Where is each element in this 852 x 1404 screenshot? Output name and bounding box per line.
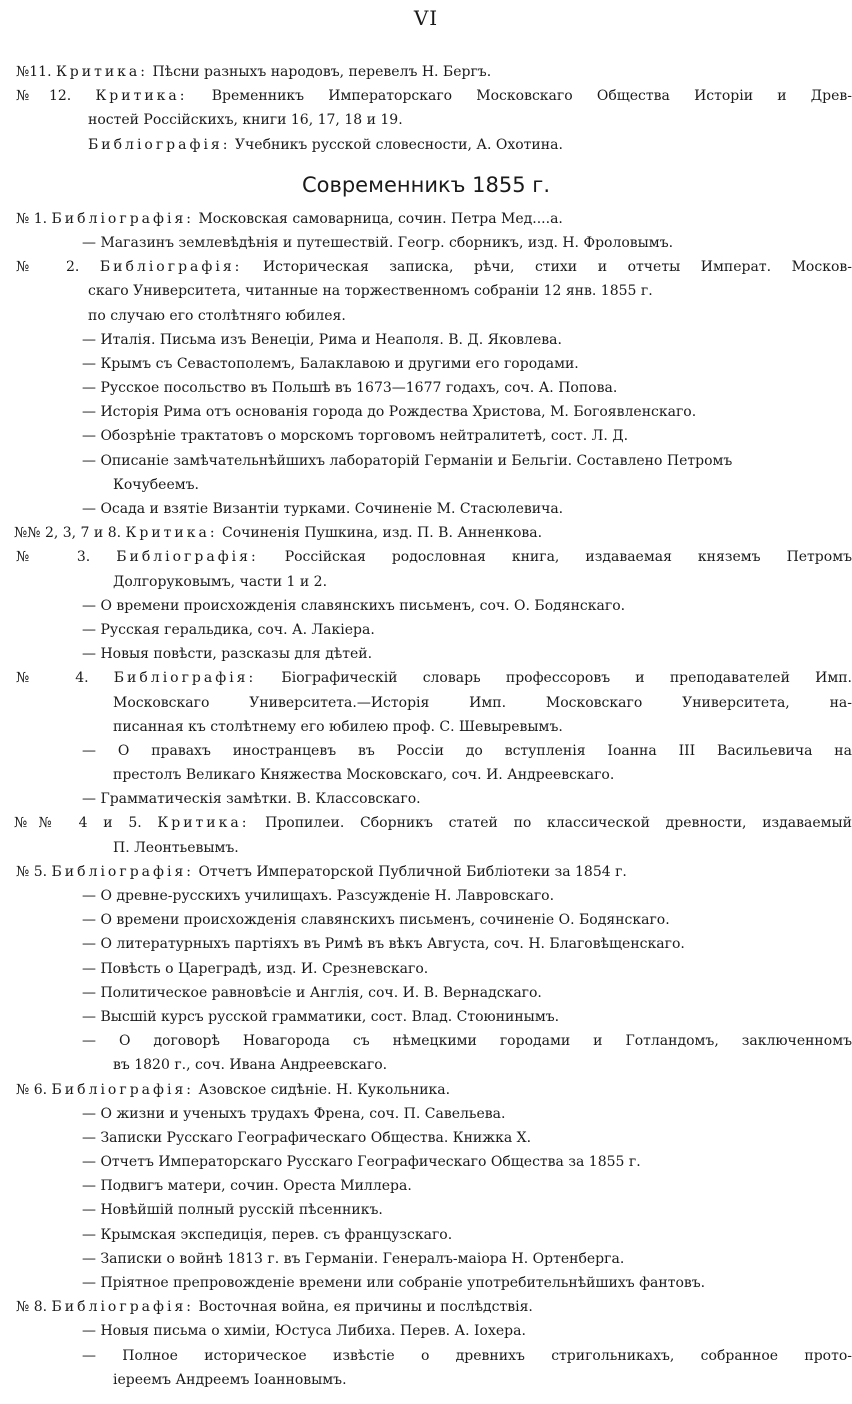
text-line: — Крымская экспедиція, перев. съ французскаго. xyxy=(82,1226,453,1243)
text-line: — Пріятное препровожденіе времени или собраніе употребительнѣйшихъ фантовъ. xyxy=(82,1275,706,1291)
text-line: — Русское посольство въ Польшѣ въ 1673—1677 годахъ, соч. А. Попова. xyxy=(82,380,618,397)
text-line: № 6. Библіографія: Азовское сидѣніе. Н. Кукольника. xyxy=(16,1081,451,1098)
text-line: — Италія. Письма изъ Венеціи, Рима и Неаполя. В. Д. Яковлева. xyxy=(82,331,562,348)
text-line: — Описаніе замѣчательнѣйшихъ лабораторій Германіи и Бельгіи. Составлено Петромъ xyxy=(82,452,733,469)
text-line: въ 1820 г., соч. Ивана Андреевскаго. xyxy=(113,1057,388,1074)
text-line: — О литературныхъ партіяхъ въ Римѣ въ вѣкъ Августа, соч. Н. Благовѣщенскаго. xyxy=(82,936,685,953)
text-line: — Высшій курсъ русской грамматики, сост. Влад. Стоюнинымъ. xyxy=(82,1008,560,1025)
text-line: писанная къ столѣтнему его юбилею проф. С. Шевыревымъ. xyxy=(113,718,563,735)
text-line: — Подвигъ матери, сочин. Ореста Миллера. xyxy=(82,1178,412,1195)
text-line: П. Леонтьевымъ. xyxy=(113,839,239,856)
text-line: — Новыя повѣсти, разсказы для дѣтей. xyxy=(82,646,373,663)
text-line: — Новѣйшій полный русскій пѣсенникъ. xyxy=(82,1202,383,1219)
text-line: — О правахъ иностранцевъ въ Россіи до вступленія Іоанна III Васильевича на xyxy=(82,742,852,759)
text-line: — О древне-русскихъ училищахъ. Разсужденіе Н. Лавровскаго. xyxy=(82,888,555,904)
page-number: VI xyxy=(413,6,439,30)
text-line: — О жизни и ученыхъ трудахъ Френа, соч. П. Савельева. xyxy=(82,1105,506,1122)
text-line: № 2. Библіографія: Историческая записка, рѣчи, стихи и отчеты Императ. Москов- xyxy=(16,259,852,276)
text-line: № 8. Библіографія: Восточная война, ея причины и послѣдствія. xyxy=(16,1299,533,1316)
text-line: — Крымъ съ Севастополемъ, Балаклавою и другими его городами. xyxy=(82,355,579,372)
text-line: — Политическое равновѣсіе и Англія, соч. И. В. Вернадскаго. xyxy=(82,984,542,1001)
text-line: — Повѣсть о Цареградѣ, изд. И. Срезневскаго. xyxy=(82,960,429,977)
text-line: № 4. Библіографія: Біографическій словарь профессоровъ и преподавателей Имп. xyxy=(16,670,852,687)
text-line: №№ 2, 3, 7 и 8. Критика: Сочиненія Пушкина, изд. П. В. Анненкова. xyxy=(14,525,543,542)
text-line: — Исторія Рима отъ основанія города до Рождества Христова, М. Богоявленскаго. xyxy=(82,404,697,421)
text-line: — О времени происхожденія славянскихъ письменъ, сочиненіе О. Бодянскаго. xyxy=(82,912,670,929)
text-line: Долгоруковымъ, части 1 и 2. xyxy=(113,573,328,590)
text-line: престолъ Великаго Княжества Московскаго, соч. И. Андреевскаго. xyxy=(113,767,615,784)
text-line: іереемъ Андреемъ Іоанновымъ. xyxy=(113,1371,347,1388)
text-line: — Полное историческое извѣстіе о древнихъ стригольникахъ, собранное прото- xyxy=(82,1347,852,1364)
text-line: — Магазинъ землевѣдѣнія и путешествій. Геогр. сборникъ, изд. Н. Фроловымъ. xyxy=(82,234,674,251)
text-line: ностей Россійскихъ, книги 16, 17, 18 и 19. xyxy=(88,112,403,129)
text-line: — Отчетъ Императорскаго Русскаго Географическаго Общества за 1855 г. xyxy=(82,1154,641,1171)
text-line: — Обозрѣніе трактатовъ о морскомъ торговомъ нейтралитетѣ, сост. Л. Д. xyxy=(82,428,629,445)
text-line: — О времени происхожденія славянскихъ письменъ, соч. О. Бодянскаго. xyxy=(82,597,626,614)
text-line: № 1. Библіографія: Московская самоварница, сочин. Петра Мед....а. xyxy=(16,210,563,227)
text-line: скаго Университета, читанные на торжественномъ собраніи 12 янв. 1855 г. xyxy=(88,283,653,300)
text-line: — Русская геральдика, соч. А. Лакіера. xyxy=(82,621,375,638)
page-text xyxy=(0,60,852,1392)
text-line: — Грамматическія замѣтки. В. Классовскаго. xyxy=(82,791,421,808)
text-line: Библіографія: Учебникъ русской словесности, А. Охотина. xyxy=(88,136,563,153)
text-line: — Записки Русскаго Географическаго Общества. Книжка X. xyxy=(82,1129,532,1146)
text-line: №11. Критика: Пѣсни разныхъ народовъ, перевелъ Н. Бергъ. xyxy=(16,64,492,80)
text-line: №12. Критика: Временникъ Императорскаго Московскаго Общества Исторіи и Древ- xyxy=(16,88,852,105)
text-line: № 5. Библіографія: Отчетъ Императорской Публичной Библіотеки за 1854 г. xyxy=(16,863,627,880)
text-line: Кочубеемъ. xyxy=(113,476,200,493)
text-line: — Записки о войнѣ 1813 г. въ Германіи. Генералъ-маіора Н. Ортенберга. xyxy=(82,1250,625,1267)
section-heading: Современникъ 1855 г. xyxy=(301,172,551,197)
text-line: №№ 4 и 5. Критика: Пропилеи. Сборникъ статей по классической древности, издаваемый xyxy=(14,815,852,832)
text-line: — Осада и взятіе Византіи турками. Сочиненіе М. Стасюлевича. xyxy=(82,501,564,517)
text-line: Московскаго Университета.—Исторія Имп. Московскаго Университета, на- xyxy=(113,694,852,711)
text-line: — О договорѣ Новагорода съ нѣмецкими городами и Готландомъ, заключенномъ xyxy=(82,1033,852,1050)
text-line: — Новыя письма о химіи, Юстуса Либиха. Перев. А. Іохера. xyxy=(82,1323,526,1340)
text-line: № 3. Библіографія: Россійская родословная книга, издаваемая княземъ Петромъ xyxy=(16,549,852,566)
text-line: по случаю его столѣтняго юбилея. xyxy=(88,307,346,324)
